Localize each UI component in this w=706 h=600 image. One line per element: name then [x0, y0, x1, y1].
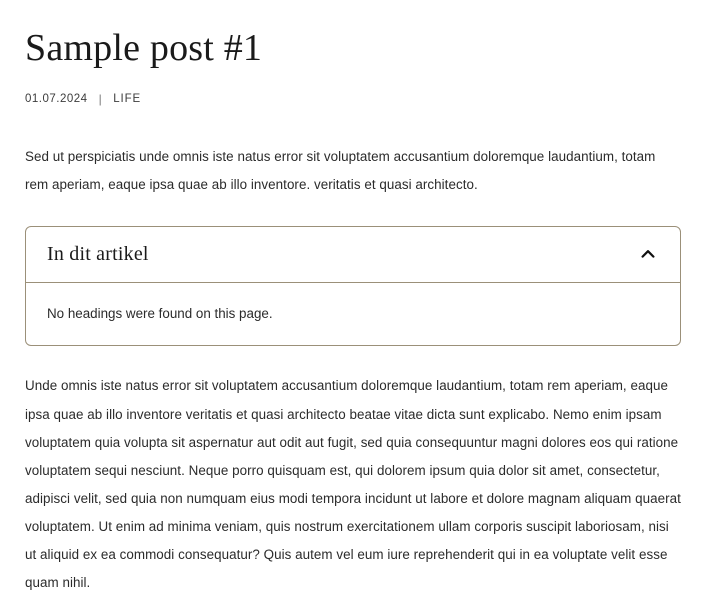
table-of-contents-box	[25, 226, 681, 346]
toc-toggle-header[interactable]	[26, 227, 680, 283]
toc-body	[26, 283, 680, 345]
post-meta	[25, 92, 681, 106]
toc-title: In dit artikel	[47, 242, 149, 265]
body-paragraph: Unde omnis iste natus error sit voluptatem accusantium doloremque laudantium, totam rem aperiam, eaque ipsa quae ab illo inventore veritatis et quasi architecto beatae vitae dicta sunt explicabo. Nemo enim ipsam voluptatem quia volupta sit aspernatur aut odit aut fugit, sed quia consequuntur magni dolores eos qui ratione voluptatem sequi nesciunt. Neque porro quisquam est, qui dolorem ipsum quia dolor sit amet, consectetur, adipisci velit, sed quia non numquam eius modi tempora incidunt ut labore et dolore magnam aliquam quaerat voluptatem. Ut enim ad minima veniam, quis nostrum exercitationem ullam corporis suscipit laboriosam, nisi ut aliquid ex ea commodi consequatur? Quis autem vel eum iure reprehenderit qui in ea voluptate velit esse quam nihil.	[25, 378, 681, 591]
post-category[interactable]: LIFE	[113, 92, 142, 105]
page-title: Sample post #1	[25, 27, 263, 69]
chevron-up-icon[interactable]	[638, 244, 658, 264]
intro-paragraph: Sed ut perspiciatis unde omnis iste natus error sit voluptatem accusantium doloremque laudantium, totam rem aperiam, eaque ipsa quae ab illo inventore. veritatis et quasi architecto.	[25, 148, 656, 192]
meta-separator: |	[98, 91, 103, 106]
toc-empty-message: No headings were found on this page.	[47, 305, 273, 321]
post-date: 01.07.2024	[25, 92, 88, 105]
